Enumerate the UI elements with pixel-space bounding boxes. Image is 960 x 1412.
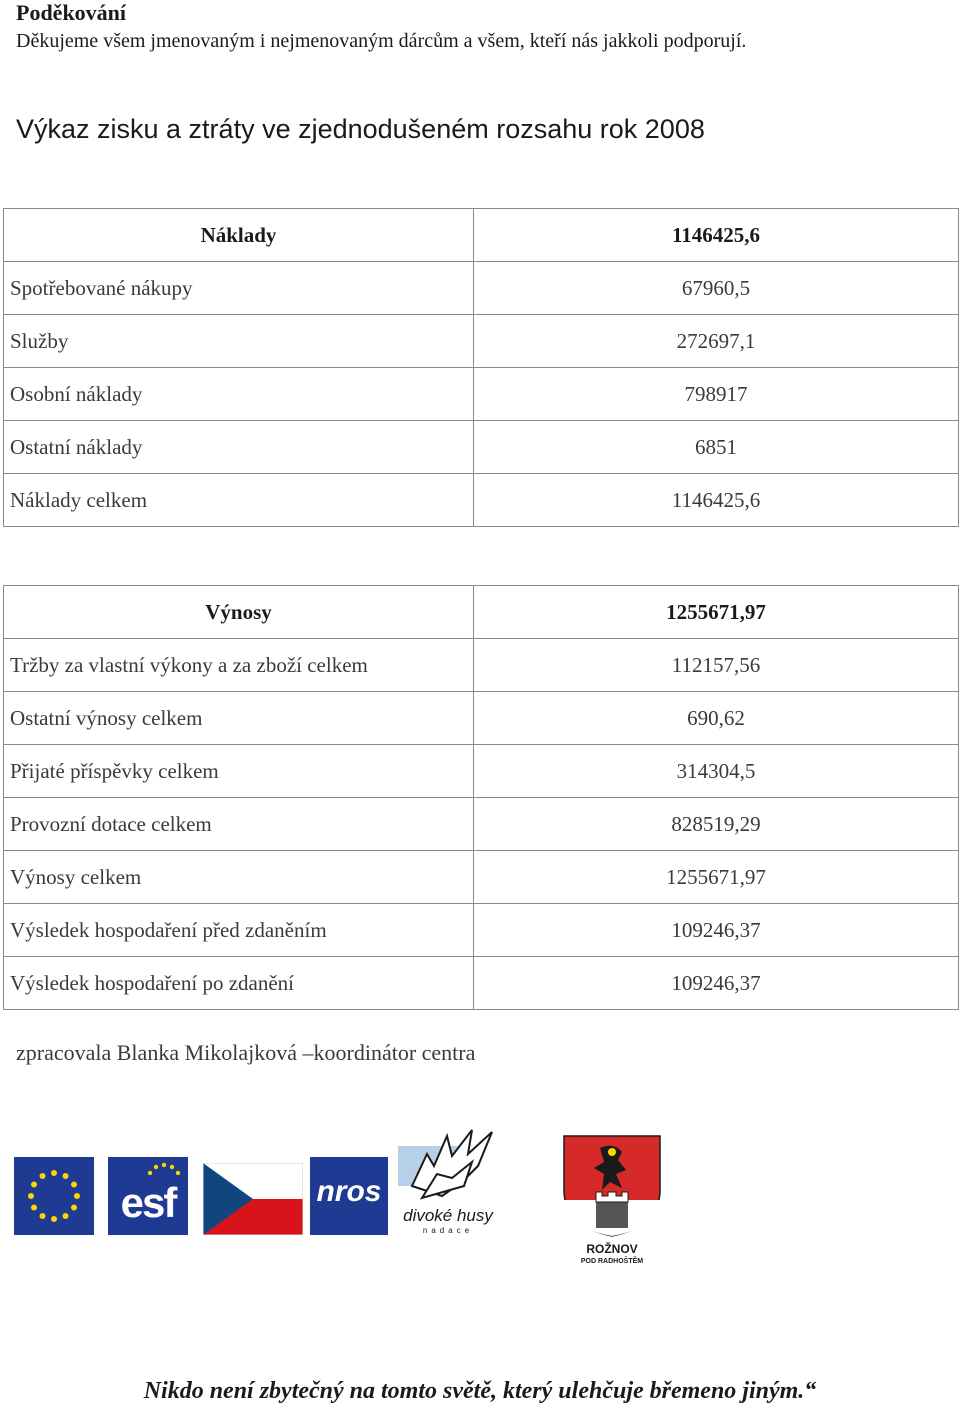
roznov-coat-of-arms-logo (556, 1130, 668, 1276)
costs-header-value: 1146425,6 (671, 222, 761, 247)
divoke-husy-subtext: nadace (422, 1226, 474, 1235)
nros-logo (310, 1157, 388, 1235)
revenue-table (3, 585, 959, 1010)
costs-header-label: Náklady (4, 209, 474, 262)
table-row (4, 851, 959, 904)
row-label: Výsledek hospodaření před zdaněním (4, 904, 474, 957)
divoke-husy-text: divoké husy (403, 1206, 493, 1225)
row-label: Výnosy celkem (4, 851, 474, 904)
row-value: 690,62 (687, 705, 745, 730)
table-row (4, 957, 959, 1010)
eu-flag-logo (14, 1157, 94, 1235)
row-label: Služby (4, 315, 474, 368)
row-label: Přijaté příspěvky celkem (4, 745, 474, 798)
table-row (4, 798, 959, 851)
row-value: 109246,37 (671, 917, 761, 942)
esf-logo (108, 1157, 188, 1235)
row-label: Spotřebované nákupy (4, 262, 474, 315)
row-label: Ostatní náklady (4, 421, 474, 474)
row-label: Ostatní výnosy celkem (4, 692, 474, 745)
row-value: 112157,56 (671, 652, 761, 677)
table-row (4, 315, 959, 368)
row-label: Tržby za vlastní výkony a za zboží celkem (4, 639, 474, 692)
czech-flag-logo (203, 1163, 303, 1235)
row-value: 828519,29 (671, 811, 761, 836)
revenue-header-row (4, 586, 959, 639)
esf-logo-text: esf (120, 1179, 176, 1226)
row-label: Provozní dotace celkem (4, 798, 474, 851)
costs-header-row (4, 209, 959, 262)
row-value: 314304,5 (676, 758, 756, 783)
revenue-header-value: 1255671,97 (666, 599, 766, 624)
table-row (4, 692, 959, 745)
table-row (4, 262, 959, 315)
row-value: 6851 (695, 434, 737, 459)
roznov-subtext: POD RADHOŠTĚM (580, 1258, 644, 1265)
row-value: 1146425,6 (671, 487, 761, 512)
row-label: Výsledek hospodaření po zdanění (4, 957, 474, 1010)
row-value: 67960,5 (681, 275, 751, 300)
row-value: 109246,37 (671, 970, 761, 995)
table-row (4, 904, 959, 957)
report-title: Výkaz zisku a ztráty ve zjednodušeném rozsahu rok 2008 (16, 114, 705, 144)
thanks-heading: Poděkování (16, 0, 127, 25)
table-row (4, 421, 959, 474)
revenue-header-label: Výnosy (4, 586, 474, 639)
table-row (4, 639, 959, 692)
row-label: Náklady celkem (4, 474, 474, 527)
table-row (4, 368, 959, 421)
table-row (4, 474, 959, 527)
table-row (4, 745, 959, 798)
divoke-husy-logo (392, 1126, 504, 1238)
prepared-by: zpracovala Blanka Mikolajková –koordinátor centra (16, 1040, 476, 1065)
nros-logo-text: nros (316, 1175, 382, 1208)
motto: Nikdo není zbytečný na tomto světě, který ulehčuje břemeno jiným.“ (143, 1378, 817, 1404)
row-label: Osobní náklady (4, 368, 474, 421)
coat-of-arms-icon (556, 1130, 668, 1240)
row-value: 1255671,97 (666, 864, 766, 889)
row-value: 798917 (684, 381, 748, 406)
row-value: 272697,1 (676, 328, 756, 353)
geese-icon (392, 1126, 504, 1210)
costs-table (3, 208, 959, 527)
roznov-text: ROŽNOV (586, 1242, 638, 1256)
thanks-text: Děkujeme všem jmenovaným i nejmenovaným dárcům a všem, kteří nás jakkoli podporují. (16, 30, 747, 52)
